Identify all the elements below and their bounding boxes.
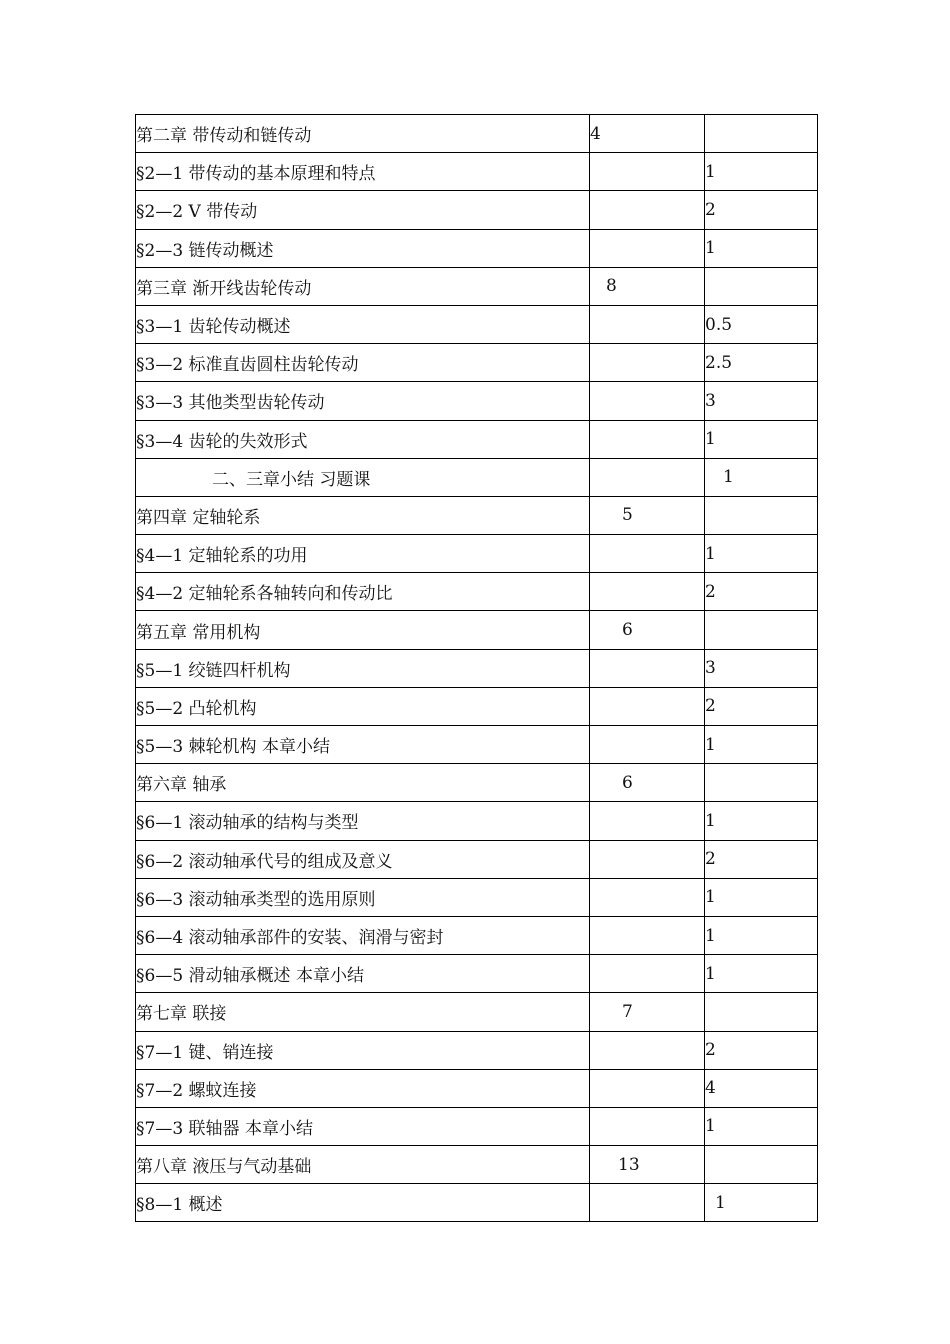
section-hours-cell: 1 <box>705 916 818 954</box>
section-title-cell: §5—2 凸轮机构 <box>136 687 590 725</box>
section-title-cell: §7—3 联轴器 本章小结 <box>136 1107 590 1145</box>
chapter-title-cell: 第六章 轴承 <box>136 764 590 802</box>
summary-title-cell: 二、三章小结 习题课 <box>136 458 590 496</box>
section-hours-cell: 2 <box>705 573 818 611</box>
chapter-hours-cell <box>590 305 705 343</box>
chapter-hours-cell <box>590 649 705 687</box>
section-title-cell: §2—1 带传动的基本原理和特点 <box>136 153 590 191</box>
chapter-hours-cell <box>590 1184 705 1222</box>
chapter-hours-cell: 5 <box>590 496 705 534</box>
table-row <box>136 878 818 916</box>
section-title-cell: §4—1 定轴轮系的功用 <box>136 535 590 573</box>
table-row <box>136 687 818 725</box>
section-title-cell: §3—3 其他类型齿轮传动 <box>136 382 590 420</box>
section-hours-cell <box>705 611 818 649</box>
table-row <box>136 344 818 382</box>
chapter-title-cell: 第七章 联接 <box>136 993 590 1031</box>
section-hours-cell: 1 <box>705 458 818 496</box>
chapter-hours-cell <box>590 153 705 191</box>
chapter-title-cell: 第二章 带传动和链传动 <box>136 115 590 153</box>
chapter-hours-cell <box>590 1069 705 1107</box>
section-title-cell: §3—4 齿轮的失效形式 <box>136 420 590 458</box>
section-title-cell: §7—2 螺蚊连接 <box>136 1069 590 1107</box>
section-title-cell: §2—3 链传动概述 <box>136 229 590 267</box>
chapter-hours-cell <box>590 458 705 496</box>
chapter-hours-cell <box>590 840 705 878</box>
syllabus-table <box>135 114 818 1222</box>
chapter-title-cell: 第四章 定轴轮系 <box>136 496 590 534</box>
section-hours-cell: 1 <box>705 726 818 764</box>
section-hours-cell <box>705 267 818 305</box>
table-row <box>136 802 818 840</box>
table-row <box>136 496 818 534</box>
table-row <box>136 1069 818 1107</box>
section-hours-cell: 1 <box>705 1107 818 1145</box>
chapter-hours-cell <box>590 344 705 382</box>
section-hours-cell: 4 <box>705 1069 818 1107</box>
table-row <box>136 382 818 420</box>
table-row <box>136 267 818 305</box>
chapter-hours-cell <box>590 382 705 420</box>
section-title-cell: §2—2 V 带传动 <box>136 191 590 229</box>
section-title-cell: §5—3 棘轮机构 本章小结 <box>136 726 590 764</box>
chapter-hours-cell <box>590 955 705 993</box>
table-row <box>136 1146 818 1184</box>
section-title-cell: §6—4 滚动轴承部件的安装、润滑与密封 <box>136 916 590 954</box>
chapter-title-cell: 第八章 液压与气动基础 <box>136 1146 590 1184</box>
section-hours-cell: 1 <box>705 955 818 993</box>
chapter-hours-cell <box>590 1107 705 1145</box>
section-hours-cell <box>705 764 818 802</box>
section-hours-cell: 1 <box>705 802 818 840</box>
section-hours-cell: 2 <box>705 191 818 229</box>
chapter-hours-cell <box>590 802 705 840</box>
table-row <box>136 955 818 993</box>
chapter-hours-cell <box>590 726 705 764</box>
section-hours-cell: 1 <box>705 535 818 573</box>
section-hours-cell: 1 <box>705 229 818 267</box>
table-row <box>136 1031 818 1069</box>
table-row <box>136 993 818 1031</box>
chapter-hours-cell <box>590 420 705 458</box>
table-row <box>136 191 818 229</box>
table-row <box>136 840 818 878</box>
table-row <box>136 726 818 764</box>
table-row <box>136 458 818 496</box>
section-hours-cell: 0.5 <box>705 305 818 343</box>
section-title-cell: §6—3 滚动轴承类型的选用原则 <box>136 878 590 916</box>
table-row <box>136 1107 818 1145</box>
table-row <box>136 305 818 343</box>
section-title-cell: §7—1 键、销连接 <box>136 1031 590 1069</box>
section-hours-cell <box>705 496 818 534</box>
table-row <box>136 1184 818 1222</box>
table-row <box>136 611 818 649</box>
table-row <box>136 115 818 153</box>
section-title-cell: §8—1 概述 <box>136 1184 590 1222</box>
chapter-hours-cell <box>590 229 705 267</box>
section-title-cell: §6—5 滑动轴承概述 本章小结 <box>136 955 590 993</box>
section-hours-cell <box>705 993 818 1031</box>
chapter-hours-cell <box>590 573 705 611</box>
table-row <box>136 916 818 954</box>
table-row <box>136 573 818 611</box>
chapter-hours-cell <box>590 916 705 954</box>
section-hours-cell <box>705 115 818 153</box>
table-row <box>136 420 818 458</box>
section-hours-cell: 2 <box>705 687 818 725</box>
chapter-hours-cell <box>590 687 705 725</box>
section-title-cell: §6—1 滚动轴承的结构与类型 <box>136 802 590 840</box>
section-title-cell: §3—1 齿轮传动概述 <box>136 305 590 343</box>
table-row <box>136 764 818 802</box>
chapter-title-cell: 第三章 渐开线齿轮传动 <box>136 267 590 305</box>
chapter-title-cell: 第五章 常用机构 <box>136 611 590 649</box>
table-row <box>136 153 818 191</box>
section-hours-cell <box>705 1146 818 1184</box>
chapter-hours-cell: 7 <box>590 993 705 1031</box>
section-hours-cell: 2 <box>705 840 818 878</box>
section-hours-cell: 2.5 <box>705 344 818 382</box>
section-hours-cell: 1 <box>705 420 818 458</box>
chapter-hours-cell: 6 <box>590 611 705 649</box>
section-hours-cell: 1 <box>705 153 818 191</box>
chapter-hours-cell <box>590 878 705 916</box>
chapter-hours-cell <box>590 191 705 229</box>
section-title-cell: §5—1 绞链四杆机构 <box>136 649 590 687</box>
chapter-hours-cell: 8 <box>590 267 705 305</box>
table-row <box>136 229 818 267</box>
table-row <box>136 649 818 687</box>
chapter-hours-cell <box>590 535 705 573</box>
chapter-hours-cell: 6 <box>590 764 705 802</box>
section-title-cell: §3—2 标准直齿圆柱齿轮传动 <box>136 344 590 382</box>
section-hours-cell: 1 <box>705 1184 818 1222</box>
chapter-hours-cell: 4 <box>590 115 705 153</box>
section-hours-cell: 3 <box>705 382 818 420</box>
chapter-hours-cell <box>590 1031 705 1069</box>
section-hours-cell: 1 <box>705 878 818 916</box>
section-title-cell: §6—2 滚动轴承代号的组成及意义 <box>136 840 590 878</box>
section-hours-cell: 2 <box>705 1031 818 1069</box>
section-hours-cell: 3 <box>705 649 818 687</box>
table-row <box>136 535 818 573</box>
chapter-hours-cell: 13 <box>590 1146 705 1184</box>
section-title-cell: §4—2 定轴轮系各轴转向和传动比 <box>136 573 590 611</box>
